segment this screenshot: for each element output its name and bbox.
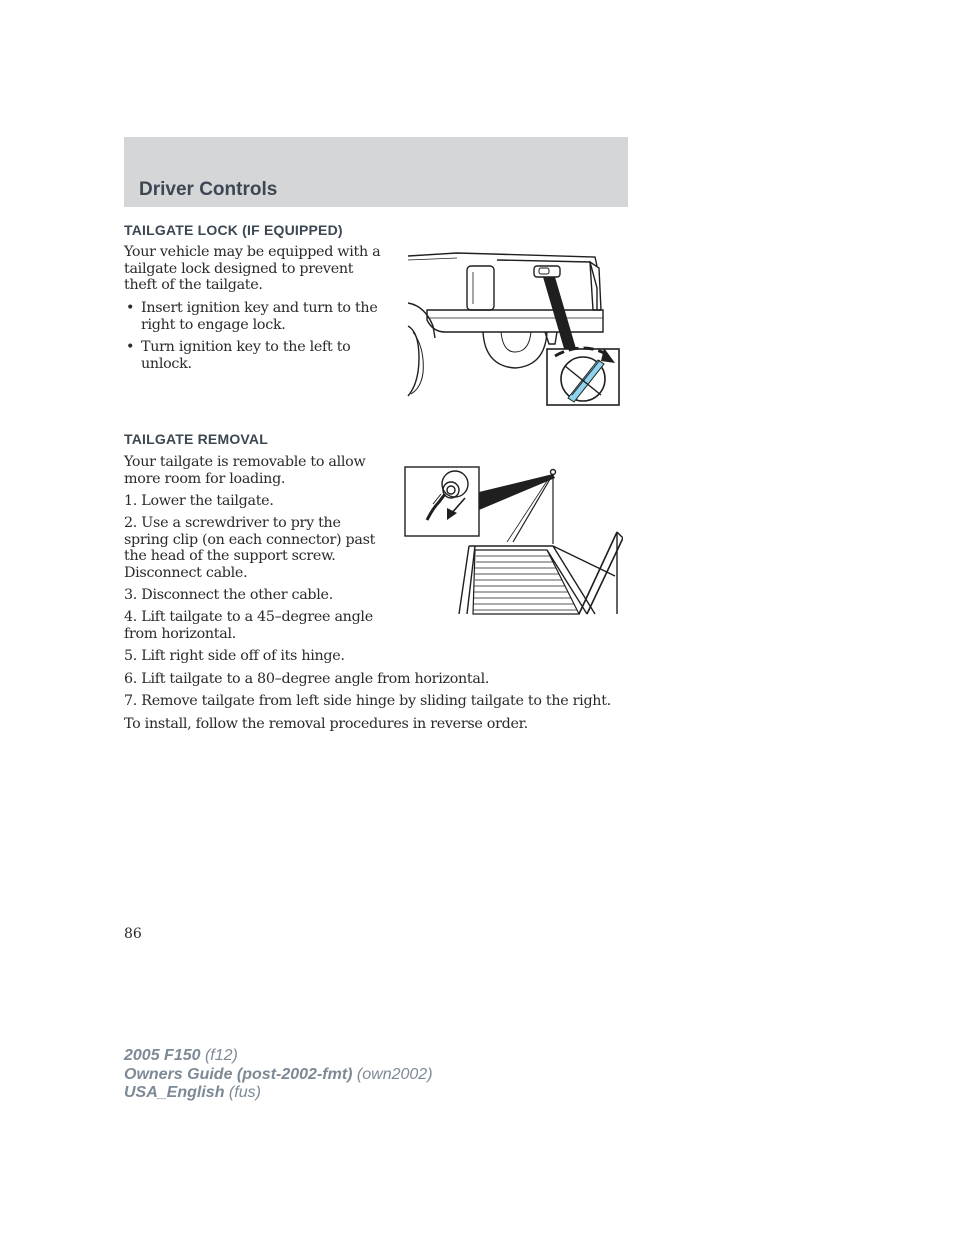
bullet-dot: • <box>126 300 135 316</box>
footer-guide: Owners Guide (post-2002-fmt) <box>124 1065 353 1083</box>
step-line: 1. Lower the tailgate. <box>124 493 274 509</box>
tailgate-removal-heading: TAILGATE REMOVAL <box>124 431 268 447</box>
footer-line <box>124 1047 433 1066</box>
step-line: the head of the support screw. <box>124 548 336 564</box>
footer-line <box>124 1066 433 1085</box>
removal-step <box>124 609 373 642</box>
removal-step <box>124 648 345 665</box>
intro-line: Your tailgate is removable to allow <box>124 454 366 470</box>
bullet-dot: • <box>126 339 135 355</box>
removal-step <box>124 493 274 510</box>
footer-language: USA_English <box>124 1084 225 1101</box>
removal-step <box>124 587 333 604</box>
footer-language-code: (fus) <box>224 1084 261 1101</box>
tailgate-removal-illustration <box>403 464 623 618</box>
intro-line: Your vehicle may be equipped with a <box>124 244 381 260</box>
section-header-band <box>124 137 628 207</box>
removal-step <box>124 693 611 710</box>
step-line: 2. Use a screwdriver to pry the <box>124 515 341 531</box>
step-line: 6. Lift tailgate to a 80–degree angle from horizontal. <box>124 671 490 687</box>
document-footer <box>124 1047 433 1103</box>
footer-line <box>124 1084 433 1103</box>
step-line: 3. Disconnect the other cable. <box>124 587 333 603</box>
step-line: from horizontal. <box>124 625 236 642</box>
footer-model-code: (f12) <box>200 1047 238 1064</box>
footer-model: 2005 F150 <box>124 1047 201 1064</box>
tailgate-lock-heading: TAILGATE LOCK (IF EQUIPPED) <box>124 222 343 238</box>
step-line: Disconnect cable. <box>124 564 248 581</box>
footer-guide-code: (own2002) <box>352 1065 433 1083</box>
tailgate-removal-intro <box>124 454 365 487</box>
step-line: 7. Remove tailgate from left side hinge by sliding tailgate to the right. <box>124 693 611 709</box>
bullet-line: Turn ignition key to the left to <box>141 339 351 355</box>
install-note: To install, follow the removal procedures in reverse order. <box>124 716 528 732</box>
page-number: 86 <box>124 926 142 942</box>
intro-line: theft of the tailgate. <box>124 277 263 293</box>
removal-step <box>124 671 489 688</box>
step-line: 5. Lift right side off of its hinge. <box>124 648 345 664</box>
intro-line: tailgate lock designed to prevent <box>124 260 354 277</box>
tailgate-lock-intro <box>124 244 380 294</box>
step-line: 4. Lift tailgate to a 45–degree angle <box>124 609 373 625</box>
tailgate-lock-illustration <box>405 248 623 408</box>
removal-step <box>124 515 375 581</box>
bullet-line: right to engage lock. <box>141 316 286 333</box>
section-title: Driver Controls <box>139 179 278 200</box>
step-line: spring clip (on each connector) past <box>124 531 376 548</box>
intro-line: more room for loading. <box>124 470 286 487</box>
bullet-line: unlock. <box>141 355 192 372</box>
bullet-line: Insert ignition key and turn to the <box>141 300 378 316</box>
